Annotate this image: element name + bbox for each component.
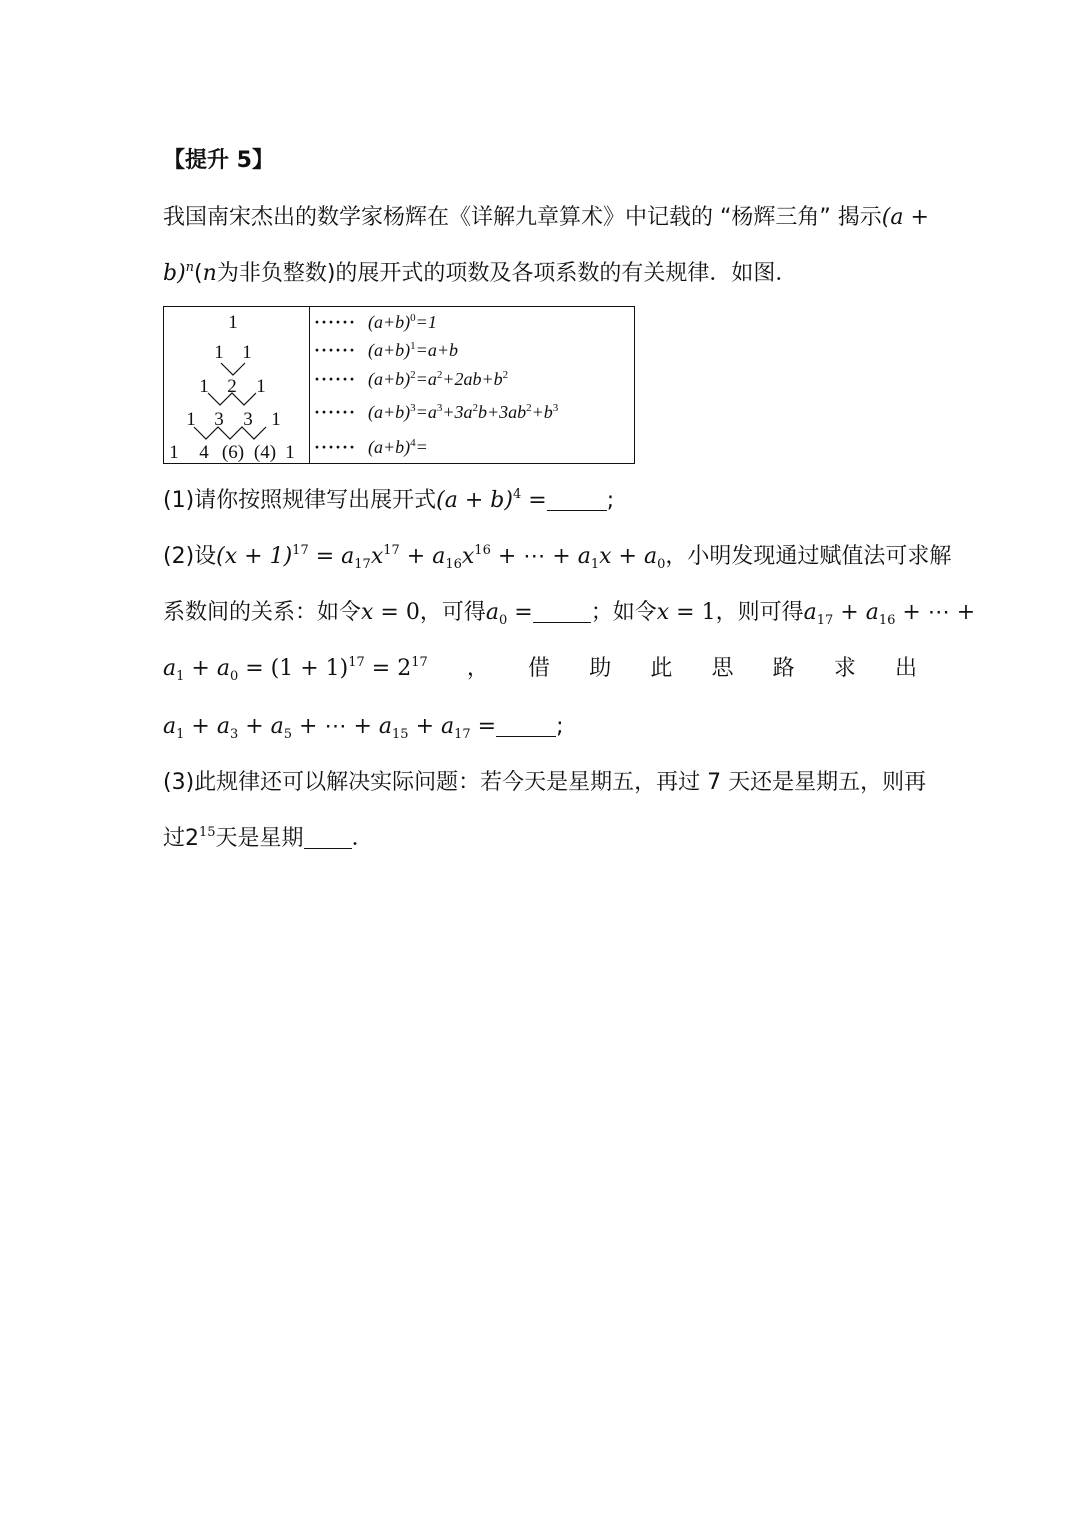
expansion-term-exponent: 2	[472, 402, 478, 414]
answer-blank-4[interactable]	[304, 826, 352, 849]
question-3-line-1: (3)此规律还可以解决实际问题：若今天是星期五，再过 7 天还是星期五，则再	[163, 770, 927, 795]
expansion-row	[314, 340, 458, 360]
triangle-number: 1	[285, 442, 295, 463]
expansion-exponent: 3	[410, 402, 416, 414]
ellipsis-dots: ······	[314, 437, 357, 457]
expansion-lhs: (a+b)	[368, 369, 411, 389]
question-2-line-1: (2)设$(x + 1)^{17} = a_{17}x^{17} + a_{16}x^{16}$ + ⋯ + $a_1x + a_0$，小明发现通过赋值法可求解	[163, 543, 952, 572]
triangle-number: 1	[169, 442, 179, 463]
triangle-number: (6)	[221, 442, 245, 463]
answer-blank-2[interactable]	[533, 600, 591, 623]
ellipsis-dots: ······	[314, 312, 357, 332]
expansion-exponent: 1	[410, 340, 416, 352]
expansion-lhs: (a+b)	[368, 340, 411, 360]
expansion-term: =a	[415, 402, 437, 422]
question-2-line-4: $a_1 + a_3 + a_5$ + ⋯ + $a_{15} + a_{17}$ = ;	[163, 714, 564, 742]
expansion-term-exponent: 3	[436, 402, 443, 414]
triangle-number: 1	[242, 342, 252, 363]
expansion-exponent: 2	[410, 369, 416, 381]
expansion-exponent: 0	[410, 312, 416, 324]
expansion-term: +2ab+b	[442, 369, 503, 389]
connector-row4	[194, 427, 266, 439]
expansion-lhs: (a+b)	[368, 437, 411, 457]
triangle-number: 1	[214, 342, 224, 363]
expansion-row	[314, 312, 437, 332]
expansion-lhs: (a+b)	[368, 402, 411, 422]
expansion-term-exponent: 2	[502, 369, 509, 381]
table-divider	[309, 307, 310, 463]
expansion-term: b+3ab	[477, 402, 527, 422]
triangle-number: 1	[186, 409, 196, 430]
answer-blank-1[interactable]	[547, 488, 607, 511]
question-2-line-3: $a_1 + a_0 = (1 + 1)^{17} = 2^{17}$ ， 借 助 此 思 路 求 出	[163, 655, 917, 684]
expansion-lhs: (a+b)	[368, 312, 411, 332]
expansion-row	[314, 369, 508, 389]
intro-math-2: b)	[163, 261, 186, 286]
expansion-row	[314, 402, 558, 422]
intro-math-1: (a +	[881, 205, 929, 230]
triangle-number: 1	[271, 409, 281, 430]
expansion-term-exponent: 2	[436, 369, 443, 381]
triangle-number: 4	[199, 442, 209, 463]
expansion-exponent: 4	[410, 437, 416, 449]
intro-text-1: 我国南宋杰出的数学家杨辉在《详解九章算术》中记载的 “杨辉三角” 揭示	[163, 205, 882, 230]
ellipsis-dots: ······	[314, 369, 357, 389]
expansion-rhs: =1	[415, 312, 437, 332]
expansion-term: +b	[531, 402, 553, 422]
triangle-number: 1	[199, 376, 209, 397]
connector-row2	[221, 363, 245, 375]
question-1: (1)请你按照规律写出展开式$(a + b)^4$ = ;	[163, 487, 615, 513]
triangle-number: 1	[256, 376, 266, 397]
triangle-number: (4)	[253, 442, 277, 463]
expansion-term: +3a	[442, 402, 473, 422]
ellipsis-dots: ······	[314, 340, 357, 360]
problem-heading: 【提升 5】	[163, 148, 274, 173]
triangle-number: 3	[214, 409, 224, 430]
yang-hui-triangle-table	[163, 306, 635, 464]
triangle-number: 3	[243, 409, 253, 430]
triangle-number: 2	[227, 376, 237, 397]
question-3-line-2: 过$2^{15}$天是星期 ．	[163, 825, 374, 851]
intro-line-2: b)$^n$(n为非负整数)的展开式的项数及各项系数的有关规律．如图．	[163, 260, 798, 286]
intro-text-2: 为非负整数)的展开式的项数及各项系数的有关规律．如图．	[216, 261, 798, 286]
answer-blank-3[interactable]	[496, 714, 556, 737]
expansion-term: =a	[415, 369, 437, 389]
triangle-number: 1	[228, 312, 238, 333]
expansion-term-exponent: 2	[526, 402, 532, 414]
expansion-rhs: =a+b	[415, 340, 458, 360]
question-2-line-2: 系数间的关系：如令x = 0，可得$a_0$ = ；如令x = 1，则可得$a_{17} + a_{16}$ + ⋯ +	[163, 600, 976, 628]
expansion-row	[314, 437, 428, 457]
intro-line-1	[163, 203, 929, 233]
expansion-term-exponent: 3	[552, 402, 559, 414]
ellipsis-dots: ······	[314, 402, 357, 422]
expansion-rhs: =	[415, 437, 428, 457]
